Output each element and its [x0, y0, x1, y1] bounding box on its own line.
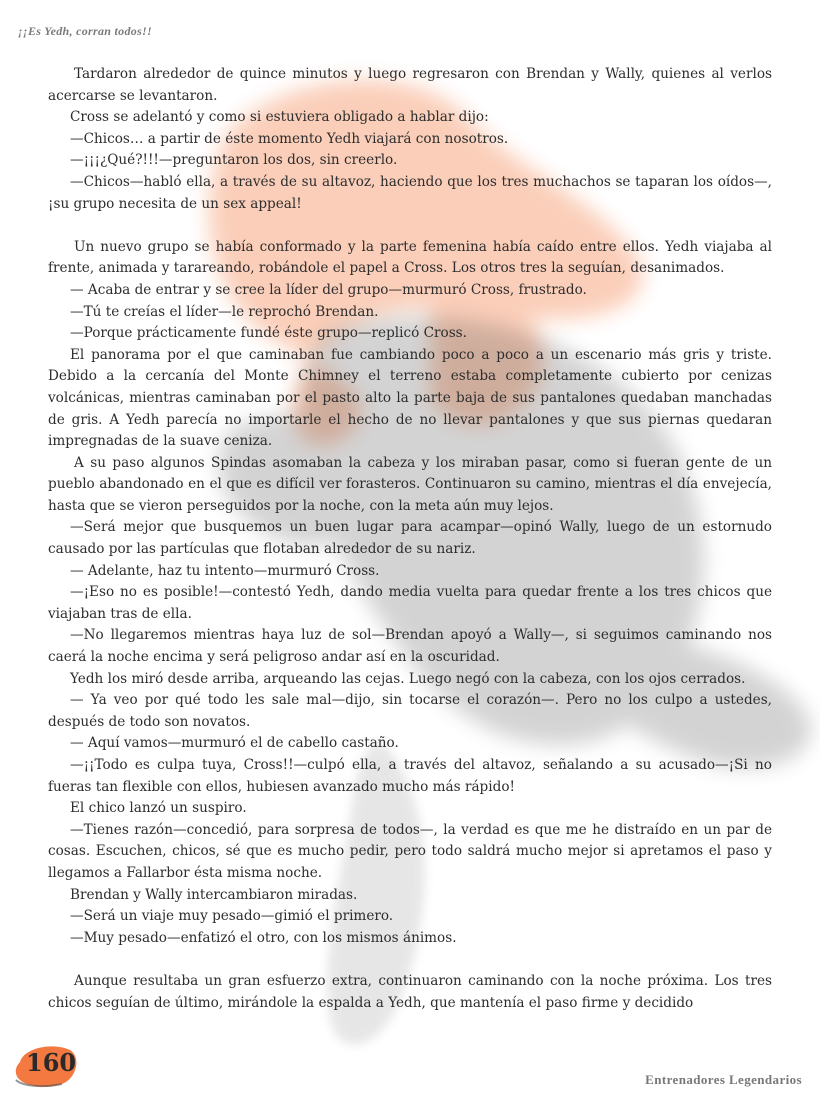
page-number: 160 — [26, 1048, 77, 1077]
paragraph: Aunque resultaba un gran esfuerzo extra, continuaron caminando con la noche próxima. Los tres chicos seguían de último, mirándole la espalda a Yedh, que mantenía el paso firme y decidido — [48, 972, 772, 1011]
dialogue-line: —¡¡Todo es culpa tuya, Cross!!—culpó ella, a través del altavoz, señalando a su acusado—¡Si no fueras tan flexible con ellos, hubiesen avanzado mucho más rápido! — [48, 757, 772, 795]
dialogue-line: — Ya veo por qué todo les sale mal—dijo, sin tocarse el corazón—. Pero no los culpo a ustedes, después de todo son novatos. — [48, 692, 772, 730]
dialogue-line: — Adelante, haz tu intento—murmuró Cross. — [70, 562, 380, 579]
dialogue-line: —Será mejor que busquemos un buen lugar para acampar—opinó Wally, luego de un estornudo causado por las partículas que flotaban alrededor de su nariz. — [48, 519, 772, 558]
paragraph: Brendan y Wally intercambiaron miradas. — [70, 886, 358, 903]
dialogue-line: —¡Eso no es posible!—contestó Yedh, dando media vuelta para quedar frente a los tres chicos que viajaban tras de ella. — [48, 584, 772, 622]
dialogue-line: —Chicos—habló ella, a través de su altavoz, haciendo que los tres muchachos se taparan los oídos—, ¡su grupo necesita de un sex appeal! — [48, 173, 772, 212]
section-break — [48, 949, 772, 971]
paragraph: El chico lanzó un suspiro. — [70, 800, 247, 817]
dialogue-line: —Porque prácticamente fundé éste grupo—replicó Cross. — [70, 325, 467, 342]
dialogue-line: —Muy pesado—enfatizó el otro, con los mismos ánimos. — [70, 929, 457, 946]
section-break — [48, 215, 772, 237]
dialogue-line: — Aquí vamos—murmuró el de cabello castaño. — [70, 735, 399, 752]
dialogue-line: — Acaba de entrar y se cree la líder del grupo—murmuró Cross, frustrado. — [70, 281, 587, 298]
dialogue-line: —Chicos… a partir de éste momento Yedh viajará con nosotros. — [70, 130, 509, 147]
paragraph: Cross se adelantó y como si estuviera obligado a hablar dijo: — [70, 109, 489, 126]
running-header: ¡¡Es Yedh, corran todos!! — [18, 24, 152, 38]
paragraph: Tardaron alrededor de quince minutos y luego regresaron con Brendan y Wally, quienes al verlos acercarse se levantaron. — [48, 66, 772, 104]
paragraph: Yedh los miró desde arriba, arqueando las cejas. Luego negó con la cabeza, con los ojos cerrados. — [70, 670, 746, 687]
paragraph: Un nuevo grupo se había conformado y la parte femenina había caído entre ellos. Yedh viajaba al frente, animada y tarareando, robándole el papel a Cross. Los otros tres la seguían, desanimados. — [48, 238, 772, 277]
paragraph: A su paso algunos Spindas asomaban la cabeza y los miraban pasar, como si fueran gente de un pueblo abandonado en el que es difícil ver forasteros. Continuaron su camino, mientras el día envejecía, hasta que se vieron perseguidos por la noche, con la meta aún muy lejos. — [48, 454, 772, 514]
dialogue-line: —No llegaremos mientras haya luz de sol—Brendan apoyó a Wally—, si seguimos caminando nos caerá la noche encima y será peligroso andar así en la oscuridad. — [48, 627, 772, 666]
dialogue-line: —Tú te creías el líder—le reprochó Brendan. — [70, 303, 379, 320]
dialogue-line: —¡¡¡¿Qué?!!!—preguntaron los dos, sin creerlo. — [70, 152, 398, 169]
paragraph: El panorama por el que caminaban fue cambiando poco a poco a un escenario más gris y triste. Debido a la cercanía del Monte Chimney el terreno estaba completamente cubierto por cenizas volcánicas, mientras caminaban por el pasto alto la parte baja de sus pantalones quedaban manchadas de gris. A Yedh parecía no importarle el hecho de no llevar pantalones y que sus piernas quedaran impregnadas de la suave ceniza. — [48, 346, 772, 450]
running-footer: Entrenadores Legendarios — [645, 1072, 802, 1087]
body-text — [48, 64, 772, 1014]
dialogue-line: —Será un viaje muy pesado—gimió el primero. — [70, 908, 394, 925]
dialogue-line: —Tienes razón—concedió, para sorpresa de todos—, la verdad es que me he distraído en un par de cosas. Escuchen, chicos, sé que es mucho pedir, pero todo saldrá mucho mejor si apretamos el paso y llegamos a Fallarbor ésta misma noche. — [48, 821, 772, 881]
